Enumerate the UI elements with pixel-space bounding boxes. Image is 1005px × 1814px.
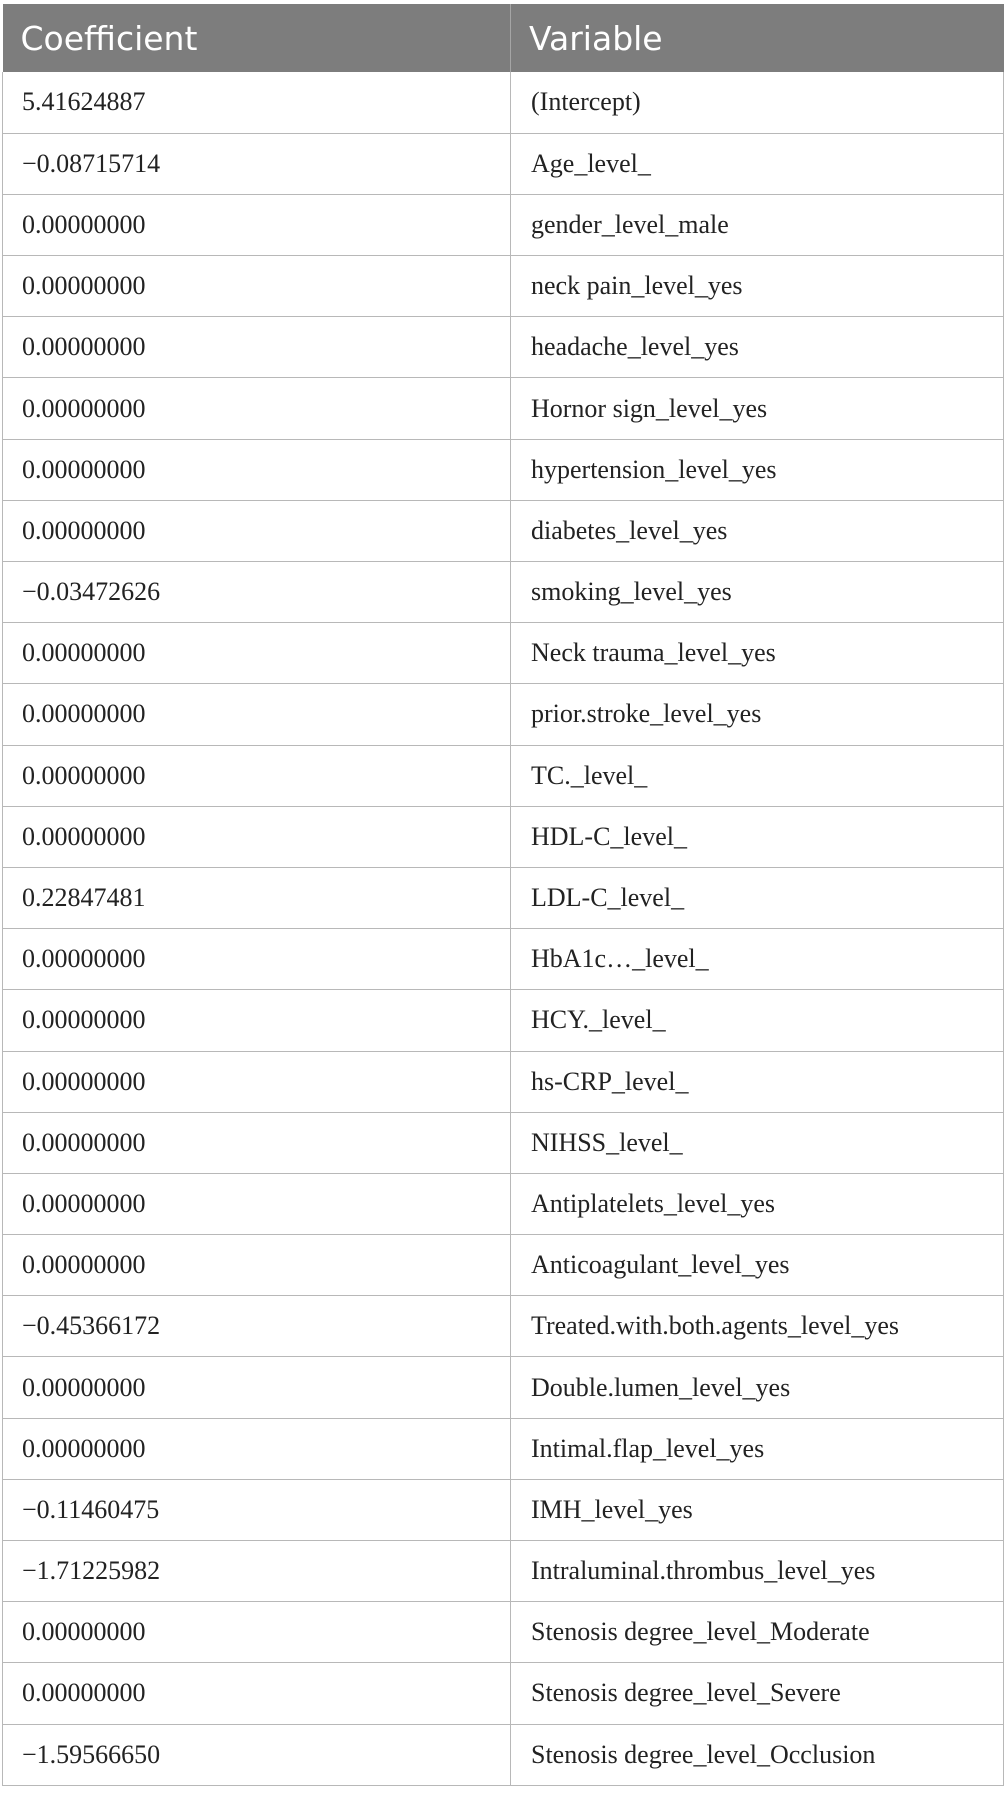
table-row [3, 1602, 1004, 1663]
variable-cell: Hornor sign_level_yes [511, 378, 1004, 439]
coefficient-cell: 0.00000000 [3, 1602, 511, 1663]
coefficient-cell: 0.00000000 [3, 1357, 511, 1418]
coefficient-cell: −0.03472626 [3, 562, 511, 623]
coefficient-cell: 0.00000000 [3, 623, 511, 684]
coefficient-cell: 0.00000000 [3, 1418, 511, 1479]
table-row [3, 867, 1004, 928]
table-row [3, 562, 1004, 623]
variable-cell: hs-CRP_level_ [511, 1051, 1004, 1112]
table-row [3, 133, 1004, 194]
coefficient-cell: 0.00000000 [3, 990, 511, 1051]
variable-cell: Stenosis degree_level_Moderate [511, 1602, 1004, 1663]
variable-cell: Age_level_ [511, 133, 1004, 194]
variable-cell: Anticoagulant_level_yes [511, 1235, 1004, 1296]
table-row [3, 1663, 1004, 1724]
coefficient-cell: 0.00000000 [3, 1112, 511, 1173]
table-row [3, 990, 1004, 1051]
variable-cell: gender_level_male [511, 194, 1004, 255]
variable-cell: Double.lumen_level_yes [511, 1357, 1004, 1418]
coefficient-cell: 0.00000000 [3, 439, 511, 500]
coefficient-cell: 0.00000000 [3, 1051, 511, 1112]
variable-cell: smoking_level_yes [511, 562, 1004, 623]
variable-cell: Antiplatelets_level_yes [511, 1173, 1004, 1234]
coefficient-cell: 0.00000000 [3, 745, 511, 806]
table-header [3, 4, 1004, 72]
table-row [3, 1357, 1004, 1418]
variable-cell: neck pain_level_yes [511, 256, 1004, 317]
table-row [3, 1235, 1004, 1296]
coefficient-cell: 0.00000000 [3, 378, 511, 439]
variable-cell: TC._level_ [511, 745, 1004, 806]
variable-cell: prior.stroke_level_yes [511, 684, 1004, 745]
table-row [3, 1112, 1004, 1173]
table-row [3, 194, 1004, 255]
coefficient-cell: 0.00000000 [3, 1235, 511, 1296]
variable-cell: Stenosis degree_level_Severe [511, 1663, 1004, 1724]
table-row [3, 806, 1004, 867]
coefficient-table-container [2, 4, 1003, 1786]
variable-cell: HCY._level_ [511, 990, 1004, 1051]
table-row [3, 72, 1004, 133]
table-row [3, 684, 1004, 745]
table-row [3, 1724, 1004, 1785]
variable-cell: Neck trauma_level_yes [511, 623, 1004, 684]
variable-cell: Stenosis degree_level_Occlusion [511, 1724, 1004, 1785]
coefficient-cell: 0.00000000 [3, 1663, 511, 1724]
table-row [3, 929, 1004, 990]
coefficient-cell: 0.00000000 [3, 684, 511, 745]
coefficient-cell: 0.00000000 [3, 1173, 511, 1234]
variable-cell: Intraluminal.thrombus_level_yes [511, 1541, 1004, 1602]
coefficient-cell: −1.59566650 [3, 1724, 511, 1785]
table-row [3, 256, 1004, 317]
coefficient-cell: 0.00000000 [3, 500, 511, 561]
coefficient-cell: 0.00000000 [3, 929, 511, 990]
table-row [3, 1541, 1004, 1602]
coefficient-cell: 0.00000000 [3, 317, 511, 378]
coefficient-cell: −1.71225982 [3, 1541, 511, 1602]
header-row [3, 4, 1004, 72]
table-row [3, 1051, 1004, 1112]
coefficient-table [2, 4, 1004, 1786]
variable-cell: NIHSS_level_ [511, 1112, 1004, 1173]
variable-cell: headache_level_yes [511, 317, 1004, 378]
variable-cell: (Intercept) [511, 72, 1004, 133]
coefficient-cell: 0.00000000 [3, 256, 511, 317]
variable-cell: hypertension_level_yes [511, 439, 1004, 500]
table-row [3, 317, 1004, 378]
table-body [3, 72, 1004, 1785]
coefficient-cell: 0.00000000 [3, 806, 511, 867]
coefficient-cell: 0.00000000 [3, 194, 511, 255]
variable-cell: HbA1c…_level_ [511, 929, 1004, 990]
table-row [3, 623, 1004, 684]
coefficient-cell: 0.22847481 [3, 867, 511, 928]
table-row [3, 378, 1004, 439]
table-row [3, 1296, 1004, 1357]
table-row [3, 1418, 1004, 1479]
table-row [3, 1479, 1004, 1540]
table-row [3, 500, 1004, 561]
header-coefficient: Coefficient [3, 4, 511, 72]
variable-cell: diabetes_level_yes [511, 500, 1004, 561]
table-row [3, 439, 1004, 500]
coefficient-cell: 5.41624887 [3, 72, 511, 133]
variable-cell: HDL-C_level_ [511, 806, 1004, 867]
coefficient-cell: −0.08715714 [3, 133, 511, 194]
variable-cell: IMH_level_yes [511, 1479, 1004, 1540]
variable-cell: LDL-C_level_ [511, 867, 1004, 928]
table-row [3, 745, 1004, 806]
coefficient-cell: −0.11460475 [3, 1479, 511, 1540]
header-variable: Variable [529, 18, 663, 58]
variable-cell: Intimal.flap_level_yes [511, 1418, 1004, 1479]
variable-cell: Treated.with.both.agents_level_yes [511, 1296, 1004, 1357]
coefficient-cell: −0.45366172 [3, 1296, 511, 1357]
table-row [3, 1173, 1004, 1234]
